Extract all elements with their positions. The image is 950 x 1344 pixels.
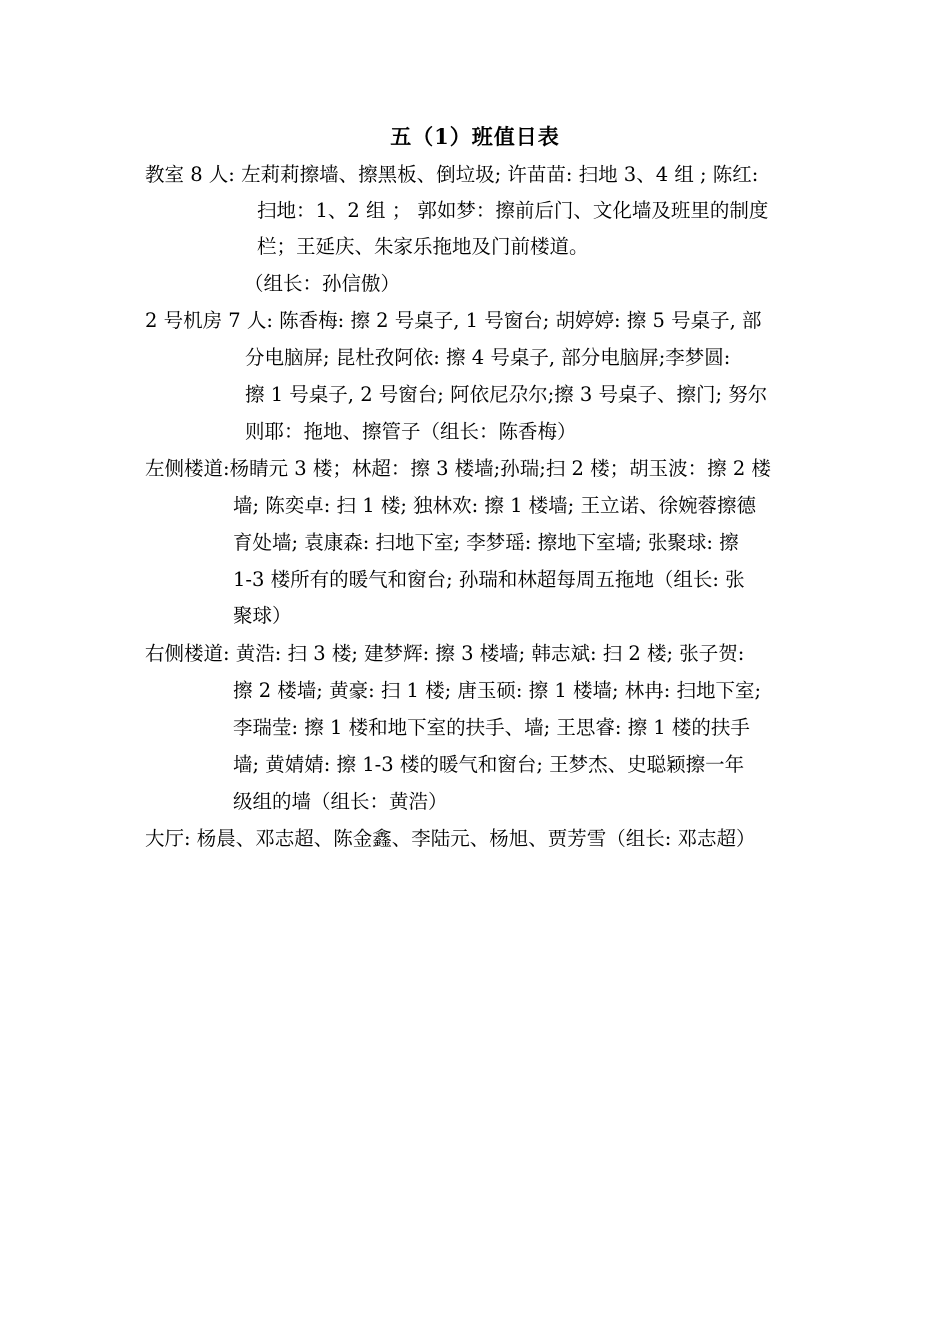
right-corridor-line-2: 擦 2 楼墙; 黄豪: 扫 1 楼; 唐玉硕: 擦 1 楼墙; 林冉: 扫地下室;	[233, 679, 762, 702]
left-corridor-line-1: 左侧楼道:杨睛元 3 楼；林超：擦 3 楼墙;孙瑞;扫 2 楼；胡玉波：擦 2 楼	[145, 457, 771, 480]
computer-room-line-1: 2 号机房 7 人: 陈香梅: 擦 2 号桌子, 1 号窗台; 胡婷婷: 擦 5 号桌子, 部	[145, 309, 762, 332]
computer-room-line-2: 分电脑屏; 昆杜孜阿依: 擦 4 号桌子, 部分电脑屏;李梦圆:	[245, 346, 731, 369]
left-corridor-line-4: 1-3 楼所有的暖气和窗台; 孙瑞和林超每周五拖地（组长: 张	[233, 568, 745, 591]
classroom-line-3: 栏；王延庆、朱家乐拖地及门前楼道。	[257, 235, 589, 258]
right-corridor-line-4: 墙; 黄婧婧: 擦 1-3 楼的暖气和窗台; 王梦杰、史聪颖擦一年	[233, 753, 745, 776]
right-corridor-line-5: 级组的墙（组长：黄浩）	[233, 790, 448, 813]
left-corridor-line-3: 育处墙; 袁康森: 扫地下室; 李梦瑶: 擦地下室墙; 张聚球: 擦	[233, 531, 739, 554]
classroom-line-1: 教室 8 人: 左莉莉擦墙、擦黑板、倒垃圾; 许苗苗: 扫地 3、4 组 ; 陈红:	[145, 163, 759, 186]
computer-room-line-3: 擦 1 号桌子, 2 号窗台; 阿依尼尕尔;擦 3 号桌子、擦门; 努尔	[245, 383, 768, 406]
classroom-leader: （组长：孙信傲）	[244, 272, 401, 295]
right-corridor-line-1: 右侧楼道: 黄浩: 扫 3 楼; 建梦辉: 擦 3 楼墙; 韩志斌: 扫 2 楼; 张子贺:	[145, 642, 745, 665]
left-corridor-line-2: 墙; 陈奕卓: 扫 1 楼; 独林欢: 擦 1 楼墙; 王立诺、徐婉蓉擦德	[233, 494, 756, 517]
classroom-line-2: 扫地：1、2 组 ； 郭如梦：擦前后门、文化墙及班里的制度	[257, 199, 769, 222]
right-corridor-line-3: 李瑞莹: 擦 1 楼和地下室的扶手、墙; 王思睿: 擦 1 楼的扶手	[233, 716, 750, 739]
computer-room-line-4: 则耶：拖地、擦管子（组长：陈香梅）	[245, 420, 577, 443]
left-corridor-line-5: 聚球）	[233, 604, 292, 627]
page-title: 五（1）班值日表	[390, 124, 560, 149]
hall-line-1: 大厅: 杨晨、邓志超、陈金鑫、李陆元、杨旭、贾芳雪（组长: 邓志超）	[145, 827, 756, 850]
